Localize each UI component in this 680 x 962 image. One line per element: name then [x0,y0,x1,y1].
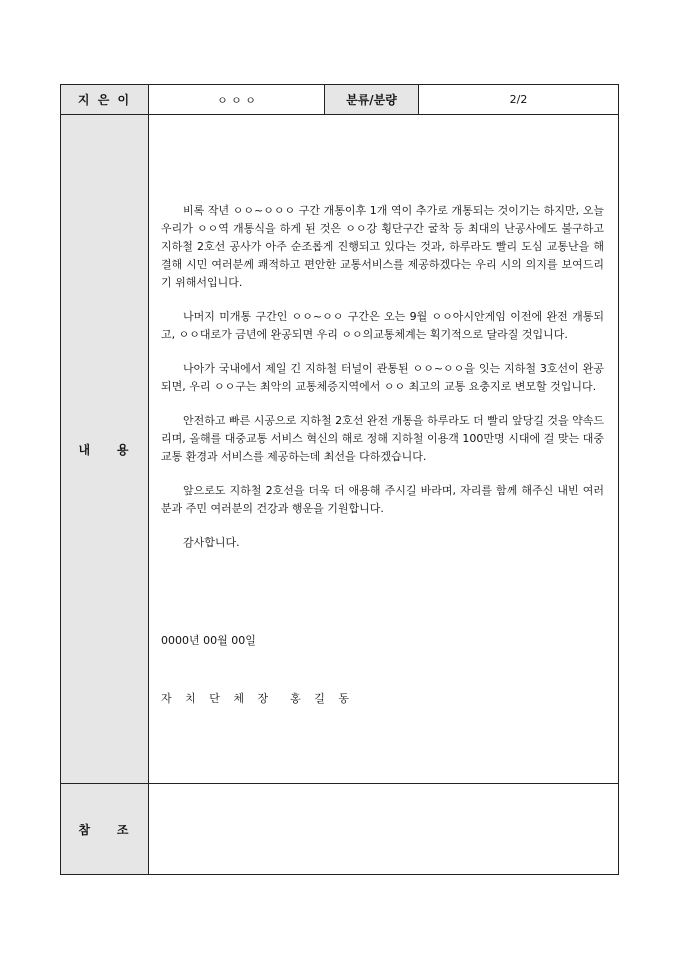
closing-text: 감사합니다. [183,536,240,549]
content-row [61,115,619,784]
author-label: 지 은 이 [61,85,149,115]
reference-row [61,784,619,875]
reference-label: 참 조 [61,784,149,875]
header-row [61,85,619,115]
reference-value [149,784,619,875]
paragraph-1: 비록 작년 ㅇㅇ~ㅇㅇㅇ 구간 개통이후 1개 역이 추가로 개통되는 것이기는 하지만, 오늘 우리가 ㅇㅇ역 개통식을 하게 된 것은 ㅇㅇ강 횡단구간 굴착 등 최대의 난공사에도 불구하고 지하철 2호선 공사가 아주 순조롭게 진행되고 있다는 것과, 하루라도 빨리 도심 교통난을 해결해 시민 여러분께 쾌적하고 편안한 교통서비스를 제공하겠다는 우리 시의 의지를 보여드리기 위해서입니다. [161,204,604,289]
document-table [60,84,619,875]
content-cell [149,115,619,784]
signer-text: 자 치 단 체 장 홍 길 동 [161,692,354,705]
content-body [149,190,618,708]
paragraph-4: 안전하고 빠른 시공으로 지하철 2호선 완전 개통을 하루라도 더 빨리 앞당길 것을 약속드리며, 올해를 대중교통 서비스 혁신의 해로 정해 지하철 이용객 100만명 시대에 걸 맞는 대중교통 환경과 서비스를 제공하는데 최선을 다하겠습니다. [161,414,604,463]
category-label: 분류/분량 [325,85,419,115]
paragraph-3: 나아가 국내에서 제일 긴 지하철 터널이 관통된 ㅇㅇ~ㅇㅇ을 잇는 지하철 3호선이 완공되면, 우리 ㅇㅇ구는 최악의 교통체증지역에서 ㅇㅇ 최고의 교통 요충지로 변모할 것입니다. [161,362,604,393]
paragraph-2: 나머지 미개통 구간인 ㅇㅇ~ㅇㅇ 구간은 오는 9월 ㅇㅇ아시안게임 이전에 완전 개통되고, ㅇㅇ대로가 금년에 완공되면 우리 ㅇㅇ의교통체계는 획기적으로 달라질 것입니다. [161,310,604,341]
content-label: 내 용 [61,115,149,784]
date-text: 0000년 00월 00일 [161,634,256,647]
category-value: 2/2 [419,85,619,115]
author-value: ㅇ ㅇ ㅇ [149,85,325,115]
paragraph-5: 앞으로도 지하철 2호선을 더욱 더 애용해 주시길 바라며, 자리를 함께 해주신 내빈 여러분과 주민 여러분의 건강과 행운을 기원합니다. [161,484,604,515]
